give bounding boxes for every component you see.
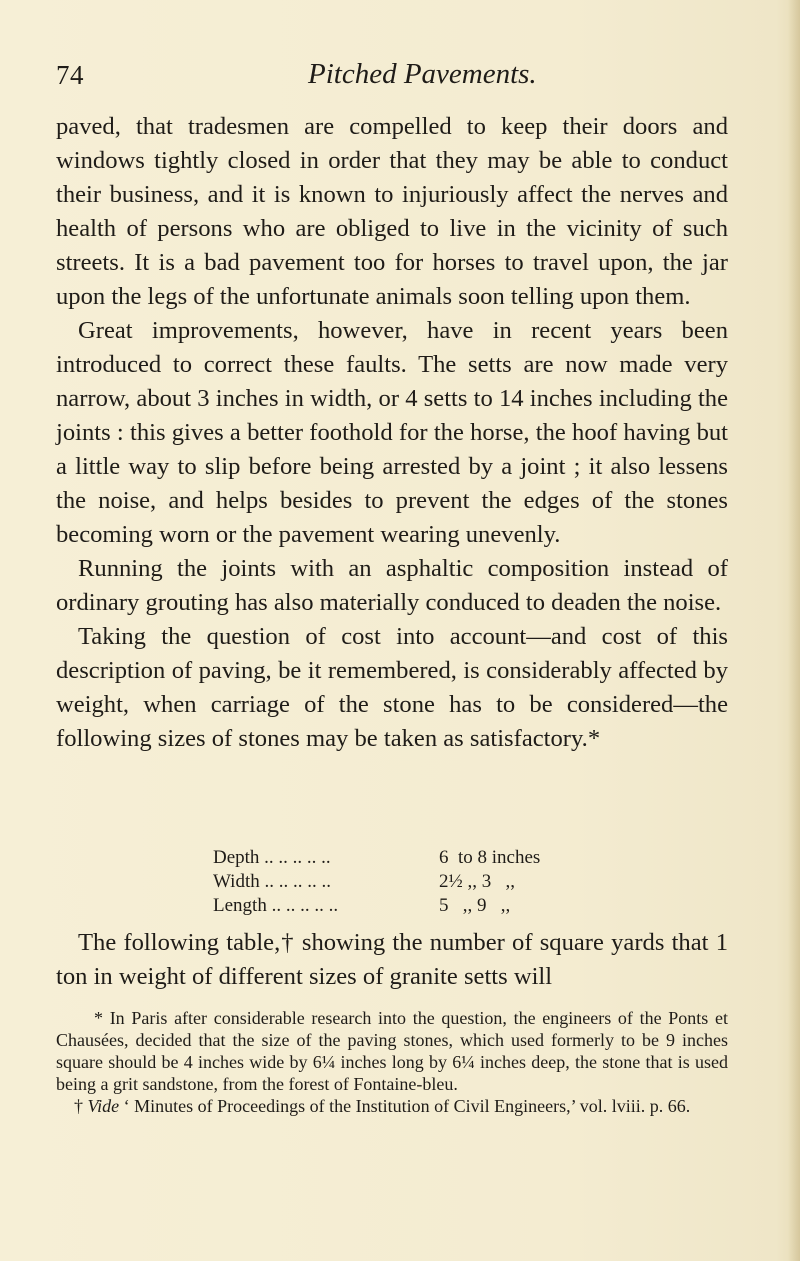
footnote: * In Paris after considerable research into the question, the engineers of the Ponts et Chausées, decided that the size of the paving stones, which used formerly to be 9 inches square should be 4 inches wide by 6¼ inches long by 6¼ inches deep, the stone that is used being a grit sandstone, from the forest of Fontaine-bleu. [56,1008,728,1094]
page-number: 74 [56,60,84,90]
paragraph: Running the joints with an asphaltic composition instead of ordinary grouting has also materially conduced to deaden the noise. [56,555,728,616]
footnote-marker: † [74,1096,83,1116]
paragraph: Great improvements, however, have in recent years been introduced to correct these faults. The setts are now made very narrow, about 3 inches in width, or 4 setts to 14 inches including the joints : this gives a better foothold for the horse, the hoof having but a little way to slip before being arrested by a joint ; it also lessens the noise, and helps besides to prevent the edges of the stones becoming worn or the pavement wearing unevenly. [56,317,728,548]
table-row [213,846,540,870]
row-label: Width .. .. .. .. .. [213,871,331,892]
paragraph: Taking the question of cost into account—and cost of this description of paving, be it remembered, is considerably affected by weight, when carriage of the stone has to be considered—the following sizes of stones may be taken as satisfactory.* [56,623,728,752]
page-header [0,58,800,98]
paragraph: The following table,† showing the number of square yards that 1 ton in weight of different sizes of granite setts will [56,929,728,990]
row-value: 2½ ,, 3 ,, [439,871,515,892]
row-value: 6 to 8 inches [439,847,541,868]
footnote-vide: Vide [87,1096,120,1116]
footnotes [56,1007,728,1117]
running-title: Pitched Pavements. [308,58,537,90]
row-label: Depth .. .. .. .. .. [213,847,331,868]
footnote [56,1095,728,1117]
table-row [213,870,540,894]
stone-size-table [213,846,540,918]
paragraph: paved, that tradesmen are compelled to keep their doors and windows tightly closed in order that they may be able to conduct their business, and it is known to injuriously affect the nerves and health of persons who are obliged to live in the vicinity of such streets. It is a bad pavement too for horses to travel upon, the jar upon the legs of the unfortunate animals soon telling upon them. [56,113,728,310]
main-text [56,110,728,756]
row-value: 5 ,, 9 ,, [439,895,511,916]
page-edge-shadow [788,0,800,1261]
table-row [213,894,540,918]
row-label: Length .. .. .. .. .. [213,895,339,916]
footnote-text: ‘ Minutes of Proceedings of the Institution of Civil Engineers,’ vol. lviii. p. 66. [123,1096,691,1116]
main-text-continued [56,926,728,994]
